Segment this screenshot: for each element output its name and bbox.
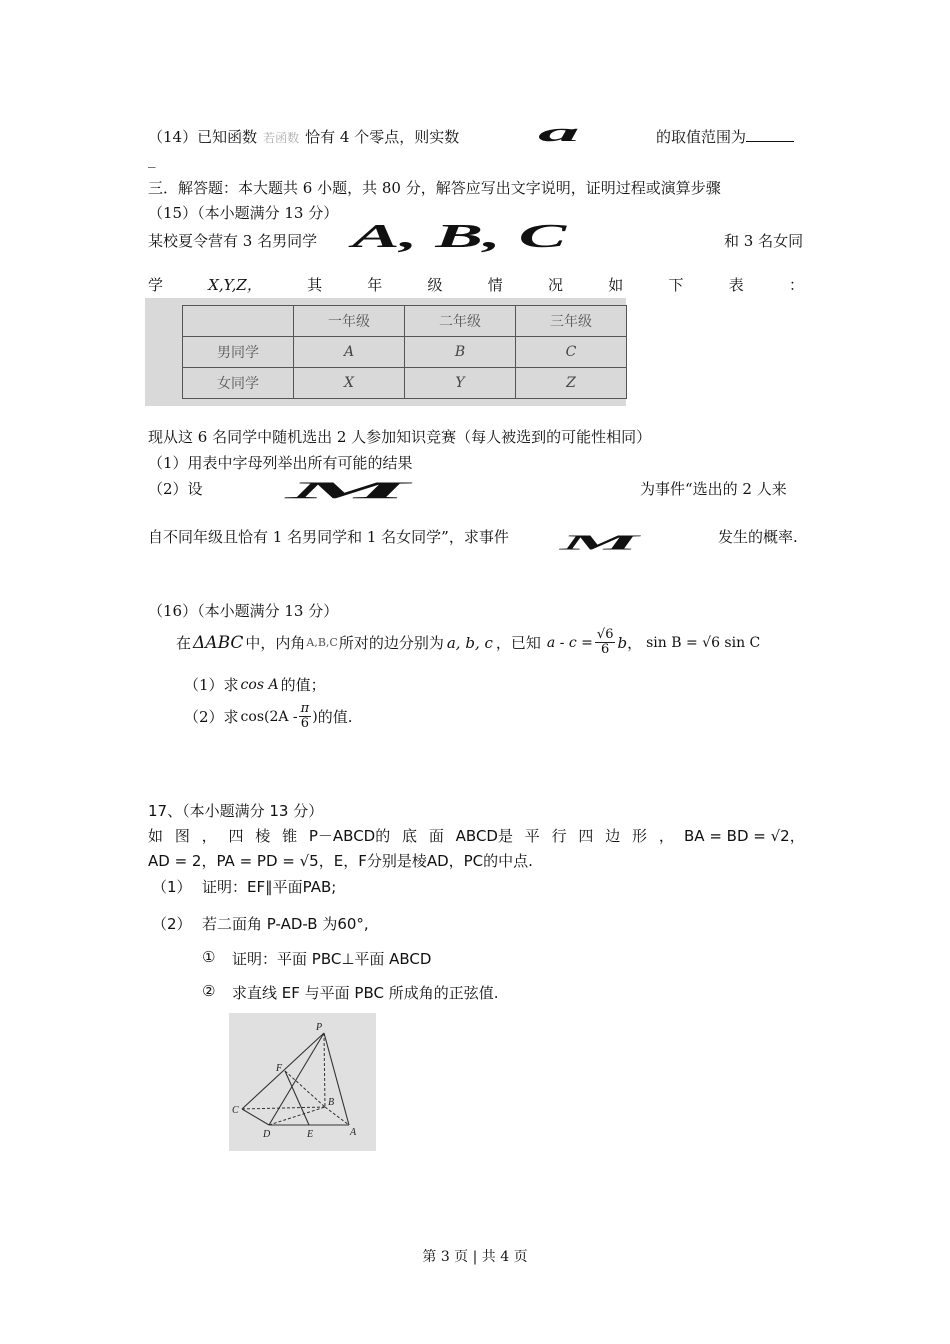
- q17-p1-num: （1）: [152, 878, 192, 896]
- table-cell: X: [294, 368, 405, 399]
- table-header: 三年级: [516, 306, 627, 337]
- q16-text: 在: [176, 634, 192, 653]
- frac-denominator: 6: [300, 716, 310, 732]
- table-cell: Y: [405, 368, 516, 399]
- q16-p1-text: 的值；: [280, 676, 326, 694]
- q16-p1-text: （1）求: [184, 676, 239, 694]
- q16-line1: [176, 628, 760, 658]
- label-C: C: [232, 1105, 239, 1116]
- q15-word: 如: [608, 276, 624, 294]
- q16-cos-expr: cos(2A -: [240, 708, 298, 725]
- q17-word: P－ABCD的: [308, 827, 391, 845]
- pyramid-figure: [229, 1013, 376, 1151]
- label-P: P: [316, 1022, 323, 1033]
- table-header: 二年级: [405, 306, 516, 337]
- q14-suffix: 的取值范围为: [656, 128, 747, 146]
- q15-word: 情: [487, 276, 503, 294]
- q17-s1-text: 证明：平面 PBC⊥平面 ABCD: [232, 950, 432, 968]
- q15-word: X,Y,Z，: [208, 276, 262, 294]
- q15-m-glyph: M: [286, 477, 409, 504]
- q14-answer-blank: [746, 129, 794, 142]
- q14-a-glyph: a: [538, 118, 580, 147]
- q17-word: 行: [551, 827, 567, 845]
- q14-mid: 若函数: [263, 131, 300, 145]
- label-B: B: [328, 1097, 335, 1108]
- q15-word: 学: [148, 276, 164, 294]
- q16-part1: [184, 674, 326, 695]
- label-D: D: [263, 1129, 271, 1140]
- q16-angles: A,B,C: [306, 636, 338, 650]
- q16-text: 中，内角: [245, 634, 306, 653]
- q17-p1-text: 证明：EF∥平面PAB;: [202, 878, 337, 896]
- q16-sides: a, b, c: [446, 633, 493, 652]
- table-header: 一年级: [294, 306, 405, 337]
- q17-word: 棱: [255, 827, 271, 845]
- q17-eq: BA = BD = √2，: [684, 827, 805, 845]
- row-header: 男同学: [183, 337, 294, 368]
- q15-word: 级: [427, 276, 443, 294]
- q17-word: ABCD是: [455, 827, 513, 845]
- q16-cosA: cos A: [240, 676, 279, 693]
- q17-word: 如: [148, 827, 164, 845]
- q16-p2-text: 的值.: [317, 708, 353, 727]
- table-row: [183, 306, 627, 337]
- q16-triangle: ΔABC: [193, 632, 244, 653]
- q14-dash: _: [148, 150, 156, 168]
- table-cell: [183, 306, 294, 337]
- q16-eq1: a - c =: [546, 634, 593, 651]
- q17-word: 图: [174, 827, 190, 845]
- q17-word: 边: [605, 827, 621, 845]
- label-E: E: [307, 1129, 314, 1140]
- frac-denominator: 6: [601, 642, 610, 658]
- q17-p2-num: （2）: [152, 915, 192, 933]
- q16-p2-text: （2）求: [184, 708, 239, 727]
- q17-word: 四: [578, 827, 594, 845]
- q16-frac-pi-over-6: [299, 702, 312, 732]
- q15-word: 表: [728, 276, 744, 294]
- q16-comma: ，: [627, 634, 643, 653]
- q17-word: 平: [524, 827, 540, 845]
- q16-text: ，已知: [495, 634, 541, 653]
- q15-line2: [148, 274, 804, 295]
- q17-word: 底: [402, 827, 418, 845]
- table-cell: Z: [516, 368, 627, 399]
- q15-line5-suffix: 发生的概率.: [718, 528, 798, 546]
- label-A: A: [350, 1127, 357, 1138]
- q15-header: （15）（本小题满分 13 分）: [148, 204, 339, 222]
- q17-s2-text: 求直线 EF 与平面 PBC 所成角的正弦值.: [232, 984, 499, 1002]
- q17-word: 锥: [282, 827, 298, 845]
- q14-after: 恰有 4 个零点，则实数: [305, 128, 460, 146]
- q15-line1-prefix: 某校夏令营有 3 名男同学: [148, 232, 318, 250]
- table-row: [183, 337, 627, 368]
- q16-header: （16）（本小题满分 13 分）: [148, 602, 339, 620]
- q15-part1: （1）用表中字母列举出所有可能的结果: [148, 454, 413, 472]
- table-cell: B: [405, 337, 516, 368]
- table-row: [183, 368, 627, 399]
- q16-text: 所对的边分别为: [338, 634, 444, 653]
- q17-word: 形: [632, 827, 648, 845]
- q16-frac-root6-over-6: [595, 628, 616, 658]
- q16-b: b: [617, 633, 628, 652]
- q15-line1-suffix: 和 3 名女同: [724, 232, 804, 250]
- q17-s1-mark: ①: [202, 948, 216, 966]
- table-cell: C: [516, 337, 627, 368]
- q16-part2: [184, 702, 352, 732]
- table-cell: A: [294, 337, 405, 368]
- q17-s2-mark: ②: [202, 982, 216, 1000]
- q17-header: 17、（本小题满分 13 分）: [148, 802, 324, 820]
- page-footer: 第 3 页 | 共 4 页: [422, 1249, 528, 1265]
- q15-word: ：: [788, 276, 804, 294]
- q15-line3: 现从这 6 名同学中随机选出 2 人参加知识竞赛（每人被选到的可能性相同）: [148, 428, 652, 446]
- q15-abc-glyphs: A, B, C: [352, 218, 567, 255]
- q15-m-glyph-2: M: [560, 531, 639, 555]
- q17-word: 四: [228, 827, 244, 845]
- q15-part2-suffix: 为事件“选出的 2 人来: [640, 480, 787, 498]
- q15-word: 其: [307, 276, 323, 294]
- label-F: F: [276, 1063, 283, 1074]
- q16-eq2: sin B = √6 sin C: [646, 634, 761, 651]
- q17-word: ，: [658, 827, 674, 845]
- q17-word: 面: [428, 827, 444, 845]
- q15-part2-prefix: （2）设: [148, 480, 203, 498]
- q17-line1: [148, 825, 674, 846]
- section-3-heading: 三．解答题：本大题共 6 小题，共 80 分，解答应写出文字说明，证明过程或演算步骤: [148, 179, 721, 197]
- frac-numerator: √6: [596, 627, 614, 642]
- q14-suffix-line: [656, 126, 794, 147]
- q17-line2: AD = 2，PA = PD = √5，E，F分别是棱AD，PC的中点.: [148, 852, 533, 870]
- q14-line: [148, 126, 459, 147]
- frac-numerator: π: [300, 701, 310, 716]
- row-header: 女同学: [183, 368, 294, 399]
- q15-line5-prefix: 自不同年级且恰有 1 名男同学和 1 名女同学”，求事件: [148, 528, 509, 546]
- q15-word: 下: [668, 276, 684, 294]
- q17-word: ，: [201, 827, 217, 845]
- q14-prefix: （14）已知函数: [148, 128, 258, 146]
- q15-grade-table: [182, 305, 627, 399]
- q17-p2-text: 若二面角 P-AD-B 为60°,: [202, 915, 369, 933]
- q16-cos-close: ): [312, 708, 318, 725]
- q15-word: 况: [548, 276, 564, 294]
- q15-word: 年: [367, 276, 383, 294]
